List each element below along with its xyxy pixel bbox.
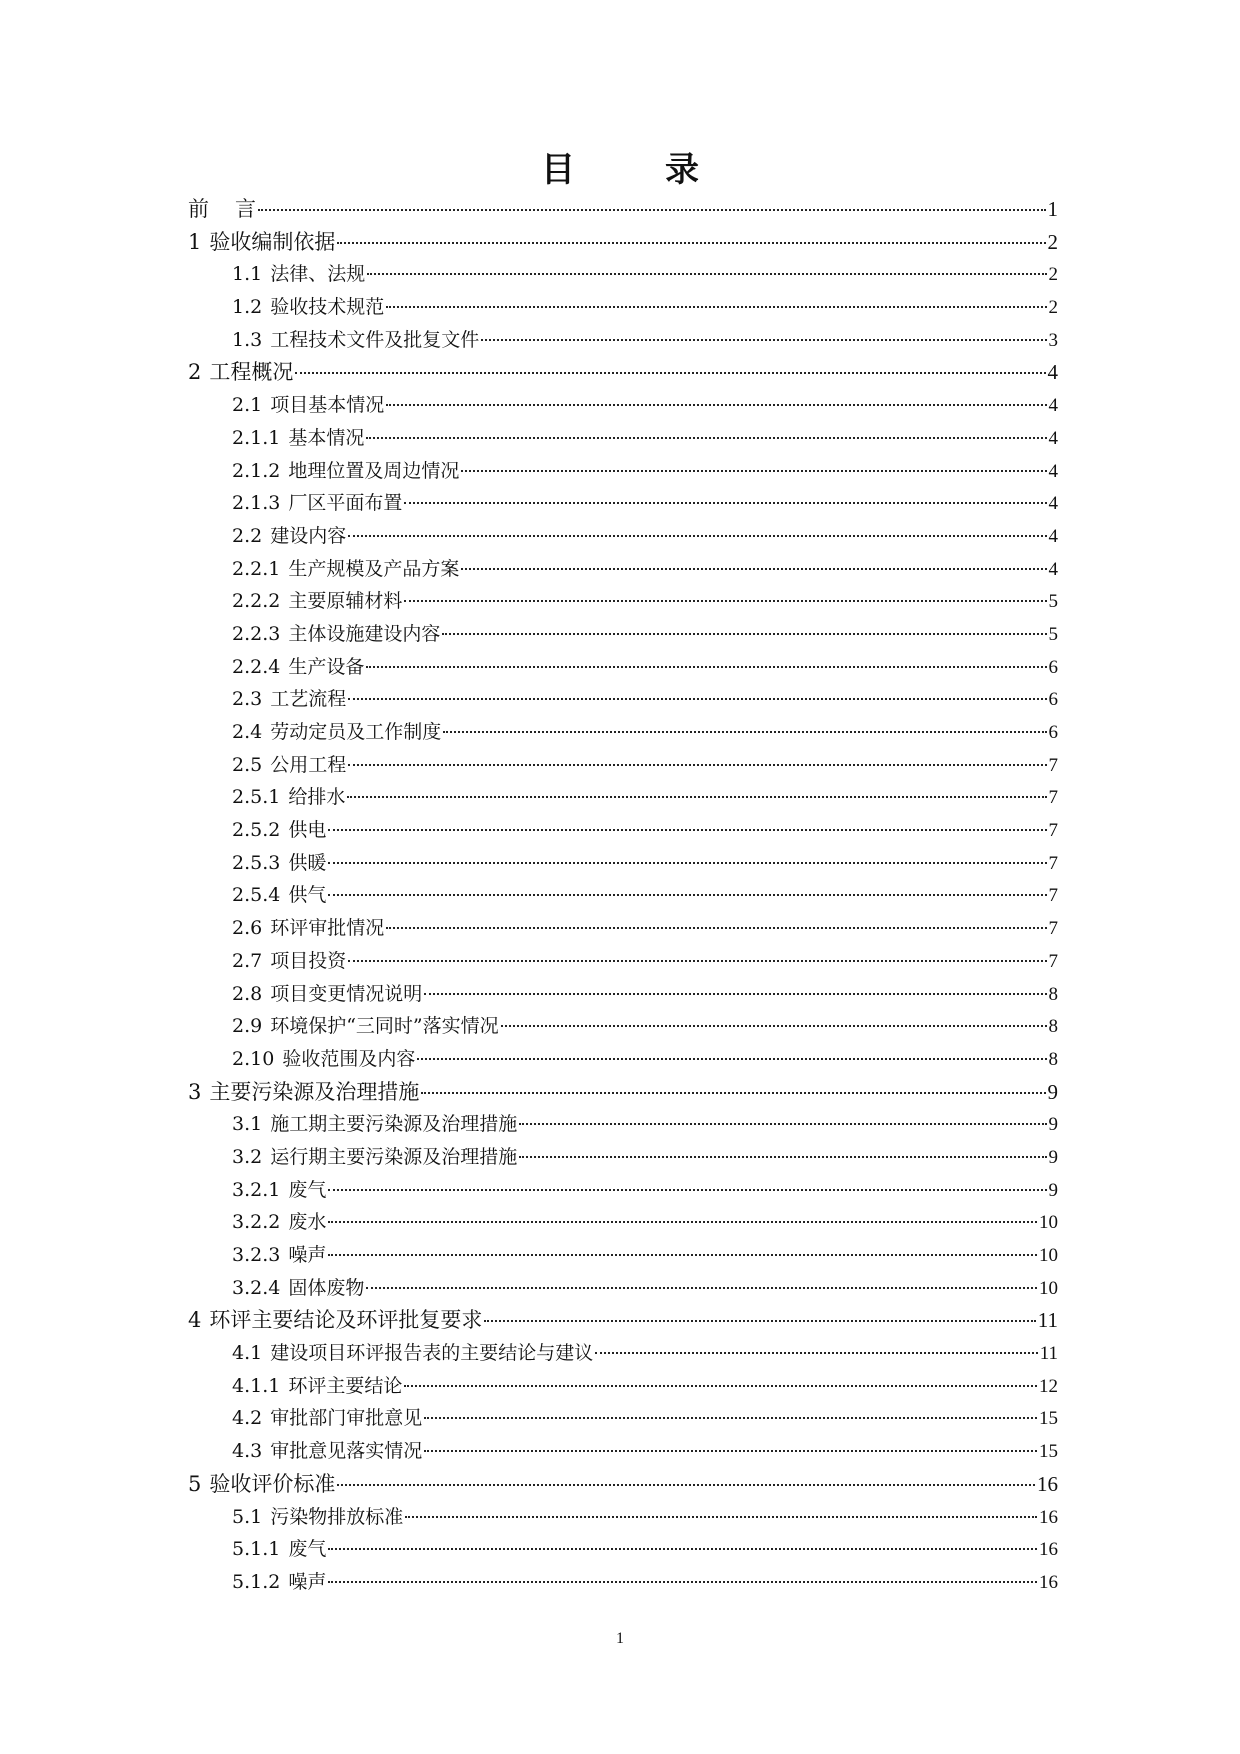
toc-dot-leader: [595, 1352, 1037, 1354]
toc-entry[interactable]: [232, 520, 1058, 553]
toc-entry-number: 3.1: [232, 1113, 263, 1136]
toc-entry-page: 7: [1048, 787, 1058, 809]
toc-dot-leader: [519, 1156, 1046, 1158]
page-number: 1: [616, 1630, 624, 1647]
toc-entry-number: 1.2: [232, 296, 263, 319]
toc-entry[interactable]: [232, 1043, 1058, 1076]
toc-entry[interactable]: [188, 1076, 1058, 1109]
toc-entry-page: 3: [1048, 329, 1058, 351]
toc-entry-number: 2.2.2: [232, 590, 281, 613]
toc-dot-leader: [328, 1548, 1037, 1550]
toc-entry-label: [232, 1533, 326, 1566]
toc-entry-title: 固体废物: [288, 1276, 365, 1299]
toc-entry-page: 16: [1039, 1571, 1058, 1593]
toc-entry[interactable]: [232, 978, 1058, 1011]
toc-dot-leader: [348, 960, 1046, 962]
toc-entry[interactable]: [232, 455, 1058, 488]
toc-dot-leader: [424, 993, 1046, 995]
toc-entry[interactable]: [232, 683, 1058, 716]
toc-entry-label: [232, 978, 422, 1011]
toc-dot-leader: [484, 1320, 1035, 1322]
toc-entry[interactable]: [232, 912, 1058, 945]
toc-entry-page: 7: [1048, 852, 1058, 874]
toc-entry-label: [232, 1370, 402, 1403]
toc-entry[interactable]: [232, 1370, 1058, 1403]
toc-entry-title: 主要原辅材料: [288, 590, 403, 613]
toc-entry-page: 16: [1037, 1471, 1058, 1496]
toc-entry-title: 废气: [288, 1178, 327, 1201]
toc-entry-title: 环境保护“三同时”落实情况: [270, 1015, 499, 1038]
toc-entry-number: 4.1: [232, 1342, 263, 1365]
toc-entry-title: 项目投资: [270, 949, 347, 972]
toc-entry[interactable]: [232, 1435, 1058, 1468]
toc-dot-leader: [348, 535, 1046, 537]
toc-entry-number: 3: [188, 1079, 202, 1104]
toc-entry-number: 前: [188, 197, 209, 221]
toc-entry-label: [232, 814, 326, 847]
toc-entry-page: 9: [1047, 1079, 1058, 1104]
toc-entry-number: 2.5: [232, 753, 263, 776]
toc-entry[interactable]: [232, 1566, 1058, 1599]
toc-entry-number: 2.5.4: [232, 884, 281, 907]
toc-entry-number: 4.3: [232, 1440, 263, 1463]
toc-entry-page: 8: [1048, 1048, 1058, 1070]
toc-entry-page: 7: [1048, 918, 1058, 940]
toc-entry-label: [188, 1304, 482, 1337]
toc-entry-title: 供暖: [288, 851, 327, 874]
toc-entry-number: 2.6: [232, 917, 263, 940]
toc-entry[interactable]: [232, 1010, 1058, 1043]
toc-entry[interactable]: [232, 1206, 1058, 1239]
toc-entry-number: 2: [188, 360, 202, 385]
toc-entry-page: 6: [1048, 722, 1058, 743]
toc-entry-label: [232, 553, 459, 586]
toc-entry-number: 1: [188, 229, 202, 254]
toc-entry-title: 供电: [288, 819, 327, 842]
toc-entry[interactable]: [232, 1533, 1058, 1566]
toc-entry-title: 基本情况: [288, 426, 365, 449]
toc-dot-leader: [404, 502, 1046, 504]
toc-entry-label: [232, 1174, 326, 1207]
toc-entry-title: 环评主要结论及环评批复要求: [209, 1308, 483, 1333]
toc-entry-label: [232, 945, 346, 978]
toc-dot-leader: [258, 209, 1046, 211]
toc-entry-label: [188, 193, 256, 226]
toc-entry-page: 10: [1039, 1277, 1058, 1299]
toc-entry-title: 工程技术文件及批复文件: [270, 328, 480, 351]
toc-entry[interactable]: [232, 553, 1058, 586]
toc-entry-number: 5.1: [232, 1505, 263, 1528]
toc-entry-number: 1.1: [232, 263, 263, 286]
toc-dot-leader: [405, 1516, 1037, 1518]
toc-entry[interactable]: [188, 1304, 1058, 1337]
toc-entry-page: 6: [1048, 689, 1058, 711]
toc-dot-leader: [424, 1417, 1037, 1419]
toc-entry-title: 项目基本情况: [270, 394, 385, 417]
toc-entry-number: 2.1.1: [232, 426, 281, 449]
toc-entry-number: 2.5.2: [232, 819, 281, 842]
toc-entry-page: 2: [1048, 264, 1058, 286]
toc-dot-leader: [328, 894, 1046, 896]
toc-entry[interactable]: [232, 847, 1058, 880]
toc-entry-label: [232, 455, 459, 488]
toc-entry-label: [188, 1468, 335, 1501]
toc-entry-number: 2.2.1: [232, 557, 281, 580]
toc-entry-label: [232, 324, 479, 357]
toc-entry-number: 4.2: [232, 1407, 263, 1430]
toc-entry-title: 噪声: [288, 1570, 327, 1593]
toc-entry[interactable]: [232, 487, 1058, 520]
toc-entry-number: 2.2: [232, 524, 263, 547]
toc-entry-number: 2.2.4: [232, 655, 281, 678]
toc-entry-page: 4: [1047, 360, 1058, 385]
toc-entry-number: 2.1.3: [232, 492, 281, 515]
toc-entry-title: 公用工程: [270, 753, 347, 776]
toc-entry-page: 4: [1048, 395, 1058, 417]
toc-entry-page: 7: [1048, 820, 1058, 842]
toc-entry[interactable]: [232, 324, 1058, 357]
toc-entry[interactable]: [232, 1174, 1058, 1207]
toc-entry-number: 5: [188, 1471, 202, 1496]
toc-dot-leader: [421, 1092, 1045, 1094]
toc-entry-title: 工程概况: [209, 360, 294, 385]
toc-dot-leader: [328, 1221, 1037, 1223]
toc-entry-number: 2.5.1: [232, 786, 281, 809]
toc-entry-title: 建设内容: [270, 524, 347, 547]
toc-entry-title: 工艺流程: [270, 688, 347, 711]
toc-dot-leader: [328, 829, 1046, 831]
toc-entry-title: 地理位置及周边情况: [288, 459, 460, 482]
toc-entry[interactable]: [232, 651, 1058, 684]
toc-entry-page: 15: [1039, 1408, 1058, 1430]
toc-entry-label: [232, 1337, 593, 1370]
toc-dot-leader: [337, 1484, 1035, 1486]
toc-entry-title: 噪声: [288, 1244, 327, 1266]
toc-dot-leader: [386, 404, 1046, 406]
toc-entry-title: 劳动定员及工作制度: [270, 721, 442, 743]
toc-dot-leader: [404, 1385, 1037, 1387]
toc-entry[interactable]: [188, 226, 1058, 259]
toc-entry-title: 言: [235, 197, 256, 221]
toc-entry-page: 6: [1048, 656, 1058, 678]
page-title: 目 录: [541, 150, 727, 190]
toc-entry-label: [232, 422, 364, 455]
toc-entry-title: 运行期主要污染源及治理措施: [270, 1145, 518, 1168]
toc-entry-number: 4: [188, 1308, 202, 1333]
toc-entry[interactable]: [232, 422, 1058, 455]
toc-entry-number: 2.8: [232, 982, 263, 1005]
toc-entry-title: 生产设备: [288, 655, 365, 678]
toc-entry-page: 2: [1047, 229, 1058, 254]
toc-entry-page: 5: [1048, 623, 1058, 645]
toc-entry-title: 废水: [288, 1211, 327, 1234]
toc-entry[interactable]: [232, 1141, 1058, 1174]
toc-entry-label: [232, 683, 346, 716]
toc-entry[interactable]: [188, 356, 1058, 389]
toc-entry[interactable]: [232, 1402, 1058, 1435]
toc-entry-title: 废气: [288, 1538, 327, 1561]
toc-dot-leader: [386, 927, 1046, 929]
toc-entry[interactable]: [232, 814, 1058, 847]
toc-dot-leader: [481, 339, 1046, 341]
toc-dot-leader: [461, 470, 1046, 472]
toc-entry-title: 主体设施建设内容: [288, 622, 441, 645]
toc-entry[interactable]: [232, 389, 1058, 422]
toc-entry-label: [232, 847, 326, 880]
toc-entry[interactable]: [232, 879, 1058, 912]
toc-entry-title: 给排水: [288, 786, 346, 809]
toc-entry-page: 2: [1048, 297, 1058, 319]
toc-entry[interactable]: [232, 781, 1058, 814]
toc-entry[interactable]: [232, 1337, 1058, 1370]
toc-entry-number: 3.2.2: [232, 1211, 281, 1234]
toc-entry[interactable]: [232, 618, 1058, 651]
toc-entry-label: [232, 1141, 517, 1174]
toc-entry-label: [232, 879, 326, 912]
toc-entry-page: 10: [1039, 1245, 1058, 1266]
toc-dot-leader: [417, 1058, 1046, 1060]
toc-entry-page: 4: [1048, 525, 1058, 547]
toc-entry-label: [232, 1566, 326, 1599]
toc-entry-title: 验收范围及内容: [282, 1047, 416, 1070]
toc-entry-page: 4: [1048, 460, 1058, 482]
toc-entry-label: [232, 912, 384, 945]
toc-entry-title: 审批意见落实情况: [270, 1440, 423, 1463]
toc-entry-number: 3.2: [232, 1145, 263, 1168]
toc-entry-title: 法律、法规: [270, 263, 366, 286]
toc-entry-page: 11: [1039, 1343, 1058, 1365]
toc-entry-page: 9: [1048, 1179, 1058, 1201]
toc-dot-leader: [337, 242, 1045, 244]
toc-entry[interactable]: [232, 1108, 1058, 1141]
toc-entry-number: 2.9: [232, 1015, 263, 1038]
toc-dot-leader: [295, 372, 1045, 374]
toc-entry-page: 5: [1048, 591, 1058, 613]
toc-entry-number: 2.4: [232, 721, 263, 743]
toc-entry[interactable]: [232, 1272, 1058, 1305]
toc-entry-label: [232, 1239, 326, 1272]
toc-entry-page: 7: [1048, 885, 1058, 907]
toc-entry-title: 项目变更情况说明: [270, 982, 423, 1005]
toc-entry[interactable]: [232, 749, 1058, 782]
toc-entry-number: 5.1.2: [232, 1570, 281, 1593]
toc-entry-label: [232, 1272, 364, 1305]
toc-entry-label: [232, 1010, 499, 1043]
toc-dot-leader: [443, 731, 1046, 733]
toc-entry-title: 施工期主要污染源及治理措施: [270, 1113, 518, 1136]
toc-entry-label: [188, 356, 293, 389]
toc-entry[interactable]: [188, 1468, 1058, 1501]
toc-entry-number: 2.7: [232, 949, 263, 972]
toc-entry-page: 8: [1048, 983, 1058, 1005]
toc-entry-number: 4.1.1: [232, 1374, 281, 1397]
toc-entry-page: 9: [1048, 1114, 1058, 1136]
toc-entry-title: 主要污染源及治理措施: [209, 1079, 420, 1104]
toc-entry-page: 16: [1039, 1506, 1058, 1528]
toc-dot-leader: [367, 273, 1046, 275]
toc-entry-label: [232, 749, 346, 782]
toc-entry-number: 2.3: [232, 688, 263, 711]
toc-entry-page: 12: [1039, 1375, 1058, 1397]
toc-entry-title: 验收编制依据: [209, 229, 336, 254]
toc-entry-number: 2.10: [232, 1047, 275, 1070]
toc-entry-title: 验收技术规范: [270, 296, 385, 319]
toc-entry-page: 10: [1039, 1212, 1058, 1234]
toc-entry-title: 环评主要结论: [288, 1374, 403, 1397]
toc-entry-title: 环评审批情况: [270, 917, 385, 940]
toc-dot-leader: [424, 1450, 1037, 1452]
toc-entry-title: 审批部门审批意见: [270, 1407, 423, 1430]
toc-entry[interactable]: [232, 258, 1058, 291]
toc-dot-leader: [519, 1123, 1046, 1125]
toc-dot-leader: [328, 1189, 1046, 1191]
toc-entry-page: 7: [1048, 754, 1058, 776]
toc-entry-label: [232, 781, 345, 814]
toc-entry-label: [232, 291, 384, 324]
toc-entry-number: 1.3: [232, 328, 263, 351]
toc-entry-label: [232, 618, 440, 651]
toc-entry-label: [232, 520, 346, 553]
toc-dot-leader: [501, 1025, 1047, 1027]
toc-entry-page: 4: [1048, 558, 1058, 580]
toc-entry-page: 1: [1047, 197, 1058, 221]
toc-entry-title: 污染物排放标准: [270, 1505, 404, 1528]
toc-entry-label: [232, 651, 364, 684]
toc-entry[interactable]: [188, 193, 1058, 226]
toc-entry-title: 验收评价标准: [209, 1471, 336, 1496]
toc-entry-label: [188, 226, 335, 259]
toc-entry-page: 15: [1039, 1441, 1058, 1463]
toc-entry[interactable]: [232, 945, 1058, 978]
toc-dot-leader: [366, 666, 1046, 668]
toc-entry-page: 11: [1037, 1308, 1058, 1333]
toc-dot-leader: [404, 600, 1046, 602]
toc-entry-label: [232, 585, 402, 618]
toc-dot-leader: [366, 437, 1046, 439]
toc-entry-label: [232, 1108, 517, 1141]
toc-entry[interactable]: [232, 1239, 1058, 1272]
toc-entry[interactable]: [232, 716, 1058, 749]
toc-entry-page: 7: [1048, 950, 1058, 972]
toc-dot-leader: [328, 1581, 1037, 1583]
toc-entry-number: 5.1.1: [232, 1538, 281, 1561]
toc-dot-leader: [348, 764, 1046, 766]
toc-entry-label: [232, 487, 402, 520]
toc-entry-title: 建设项目环评报告表的主要结论与建议: [270, 1342, 594, 1365]
toc-dot-leader: [442, 633, 1046, 635]
toc-entry-title: 供气: [288, 884, 327, 907]
toc-entry[interactable]: [232, 1501, 1058, 1534]
toc-entry-title: 生产规模及产品方案: [288, 557, 460, 580]
toc-entry-page: 9: [1048, 1146, 1058, 1168]
toc-dot-leader: [366, 1287, 1037, 1289]
toc-entry[interactable]: [232, 585, 1058, 618]
toc-entry-label: [232, 1206, 326, 1239]
toc-entry-title: 厂区平面布置: [288, 492, 403, 515]
toc-dot-leader: [347, 796, 1046, 798]
toc-entry-label: [232, 258, 365, 291]
toc-entry-number: 2.2.3: [232, 622, 281, 645]
toc-entry-label: [232, 1435, 422, 1468]
toc-entry-number: 2.1: [232, 394, 263, 417]
table-of-contents: [0, 193, 1240, 1599]
toc-entry-label: [188, 1076, 419, 1109]
toc-dot-leader: [386, 306, 1046, 308]
toc-dot-leader: [328, 1254, 1037, 1256]
toc-entry-label: [232, 716, 441, 749]
toc-entry-page: 8: [1048, 1016, 1058, 1038]
toc-dot-leader: [328, 862, 1046, 864]
toc-entry[interactable]: [232, 291, 1058, 324]
toc-entry-label: [232, 1402, 422, 1435]
toc-entry-page: 16: [1039, 1539, 1058, 1561]
toc-dot-leader: [461, 568, 1046, 570]
toc-dot-leader: [348, 698, 1046, 700]
toc-entry-number: 3.2.3: [232, 1244, 281, 1266]
toc-entry-page: 4: [1048, 493, 1058, 515]
toc-entry-number: 3.2.1: [232, 1178, 281, 1201]
toc-entry-number: 3.2.4: [232, 1276, 281, 1299]
toc-entry-label: [232, 1501, 403, 1534]
toc-entry-label: [232, 389, 384, 422]
toc-entry-label: [232, 1043, 415, 1076]
toc-entry-number: 2.1.2: [232, 459, 281, 482]
toc-entry-page: 4: [1048, 427, 1058, 449]
toc-entry-number: 2.5.3: [232, 851, 281, 874]
